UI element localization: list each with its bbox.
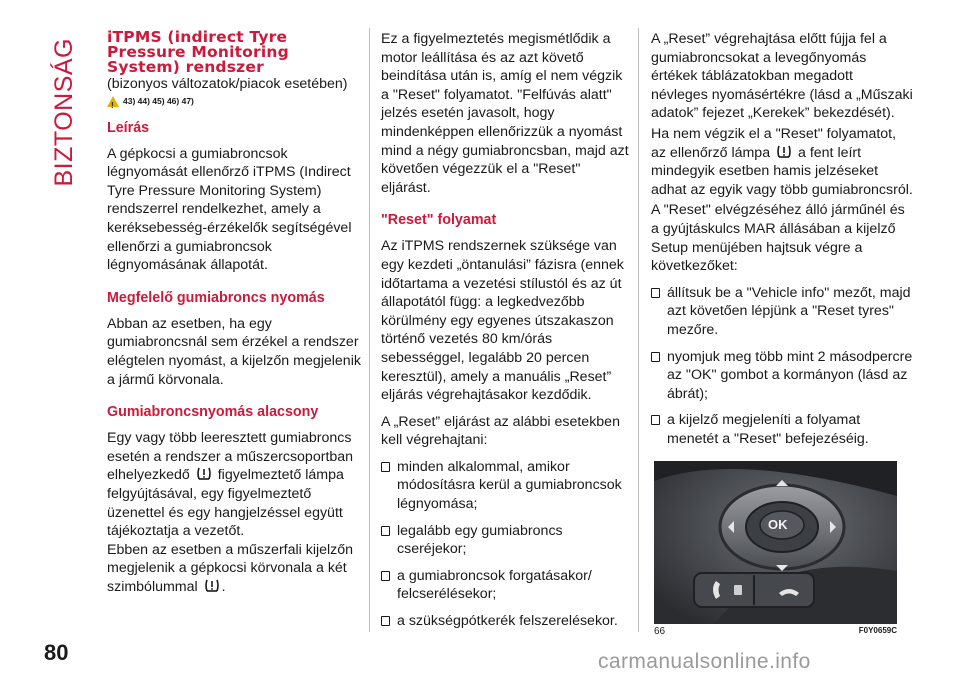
column-3 [651, 30, 913, 456]
list-item [381, 522, 631, 559]
tpms-warning-icon [776, 144, 792, 159]
list-item [381, 612, 631, 631]
list-item [381, 458, 631, 514]
column-1 [107, 30, 365, 604]
paragraph-repeat-warning: Ez a figyelmeztetés megismétlődik a motor leállítása és az azt követő beindítása után is, amíg el nem végzik a "Reset" folyamatot. "Felfúvás alatt" jelzés esetén javasolt, hogy mindenképpen ellenőrizzük a nyomást mind a négy gumiabroncsban, majd azt követően végezzük el a "Reset" eljárást. [381, 31, 629, 196]
figure-number: 66 [654, 626, 666, 637]
paragraph-low-pressure [107, 429, 365, 596]
availability-note: (bizonyos változatok/piacok esetében) [107, 76, 348, 92]
text-run: Ebben az esetben a műszerfali kijelzőn megjelenik a gépkocsi körvonala a két szimbólummal [107, 541, 354, 595]
paragraph-inflate-before-reset: A „Reset” végrehajtása előtt fújja fel a gumiabroncsokat a levegőnyomás értékek táblázatokban megadott névleges nyomásértékre (lásd a „Műszaki adatok” fejezet „Kerekek” bekezdését). [651, 31, 913, 122]
bullet-box-icon [651, 352, 660, 362]
figure-caption [654, 626, 897, 637]
column-divider [638, 28, 639, 632]
list-item-text: a szükségpótkerék felszerelésekor. [397, 613, 618, 630]
title-line: System) rendszer [107, 58, 264, 76]
warning-references [107, 95, 365, 109]
steering-wheel-illustration [654, 461, 897, 624]
heading-low-pressure: Gumiabroncsnyomás alacsony [107, 404, 319, 421]
list-item-text: legalább egy gumiabroncs cseréjekor; [397, 522, 563, 558]
bullet-box-icon [651, 415, 660, 425]
list-item-text: állítsuk be a "Vehicle info" mezőt, majd azt követően lépjünk a "Reset tyres" mezőre. [667, 284, 911, 338]
list-item-text: a gumiabroncsok forgatásakor/ felcserélésekor; [397, 567, 592, 603]
column-2 [381, 30, 631, 639]
text-run: a fent leírt mindegyik esetben hamis jelzéseket adhat az egyik vagy több gumiabroncsról. [651, 144, 913, 198]
list-item-text: a kijelző megjeleníti a folyamat menetét a "Reset" befejezéséig. [667, 412, 869, 447]
tpms-warning-icon [204, 578, 220, 593]
ok-button-label: OK [768, 517, 788, 532]
bullet-box-icon [381, 571, 390, 581]
title-line: iTPMS (indirect Tyre [107, 28, 288, 46]
text-run: Egy vagy több leeresztett gumiabroncs esetén a rendszer a műszercsoportban elhelyezkedő [107, 430, 354, 484]
warning-refs-text: 43) 44) 45) 46) 47) [123, 96, 194, 107]
list-item-text: nyomjuk meg több mint 2 másodpercre az "OK" gombot a kormányon (lásd az ábrát); [667, 348, 913, 402]
warning-triangle-icon [107, 96, 119, 107]
paragraph-correct-pressure: Abban az esetben, ha egy gumiabroncsnál sem érzékel a rendszer elégtelen nyomást, a kijelzőn megjelenik a jármű körvonala. [107, 315, 361, 388]
title-line: Pressure Monitoring [107, 43, 289, 61]
bullet-box-icon [381, 462, 390, 472]
heading-reset: "Reset" folyamat [381, 212, 497, 229]
list-item [651, 348, 913, 404]
figure-code: F0Y0659C [858, 626, 897, 635]
list-item [651, 411, 913, 448]
list-item [651, 284, 913, 340]
tpms-warning-icon [196, 466, 212, 481]
paragraph-reset-cases: A „Reset” eljárást az alábbi esetekben kell végrehajtani: [381, 413, 620, 449]
paragraph-no-reset-warning [651, 125, 913, 199]
watermark: carmanualsonline.info [598, 650, 811, 673]
list-item-text: minden alkalommal, amikor módosításra kerül a gumiabroncsok légnyomása; [397, 458, 622, 513]
steering-wheel-figure [654, 461, 897, 624]
heading-description: Leírás [107, 119, 150, 136]
bullet-box-icon [381, 526, 390, 536]
paragraph-description: A gépkocsi a gumiabroncsok légnyomását ellenőrző iTPMS (Indirect Tyre Pressure Monitoring System) rendszerrel rendelkezhet, amely a keréksebesség-érzékelők segítségével ellenőrzi a gumiabroncsok légnyomásának állapotát. [107, 145, 352, 274]
paragraph-reset: Az iTPMS rendszernek szüksége van egy kezdeti „öntanulási” fázisra (ennek időtartama a vezetési stílustól és az út állapotától függ: a legkedvezőbb körülmény egy egyenes útszakaszon történő vezetés 80 km/órás sebességgel, legalább 20 percen keresztül), amely a manuális „Reset” eljárás végrehajtásakor kezdődik. [381, 238, 624, 404]
column-divider [369, 28, 370, 632]
text-run: Ha nem végzik el a "Reset" folyamatot, az ellenőrző lámpa [651, 125, 897, 161]
section-title [107, 30, 365, 75]
section-side-label: BIZTONSÁG [50, 38, 78, 187]
text-run: figyelmeztető lámpa felgyújtásával, egy figyelmeztető üzenettel és egy hangjelzéssel együtt tájékoztatja a vezetőt. [107, 467, 344, 540]
text-run: . [221, 578, 226, 595]
bullet-box-icon [651, 288, 660, 298]
list-item [381, 567, 631, 604]
page-number: 80 [44, 640, 69, 665]
heading-correct-pressure: Megfelelő gumiabroncs nyomás [107, 289, 325, 306]
bullet-box-icon [381, 616, 390, 626]
paragraph-reset-steps-intro: A "Reset" elvégzéséhez álló járműnél és a gyújtáskulcs MAR állásában a kijelző Setup menüjében hajtsuk végre a következőket: [651, 202, 905, 275]
